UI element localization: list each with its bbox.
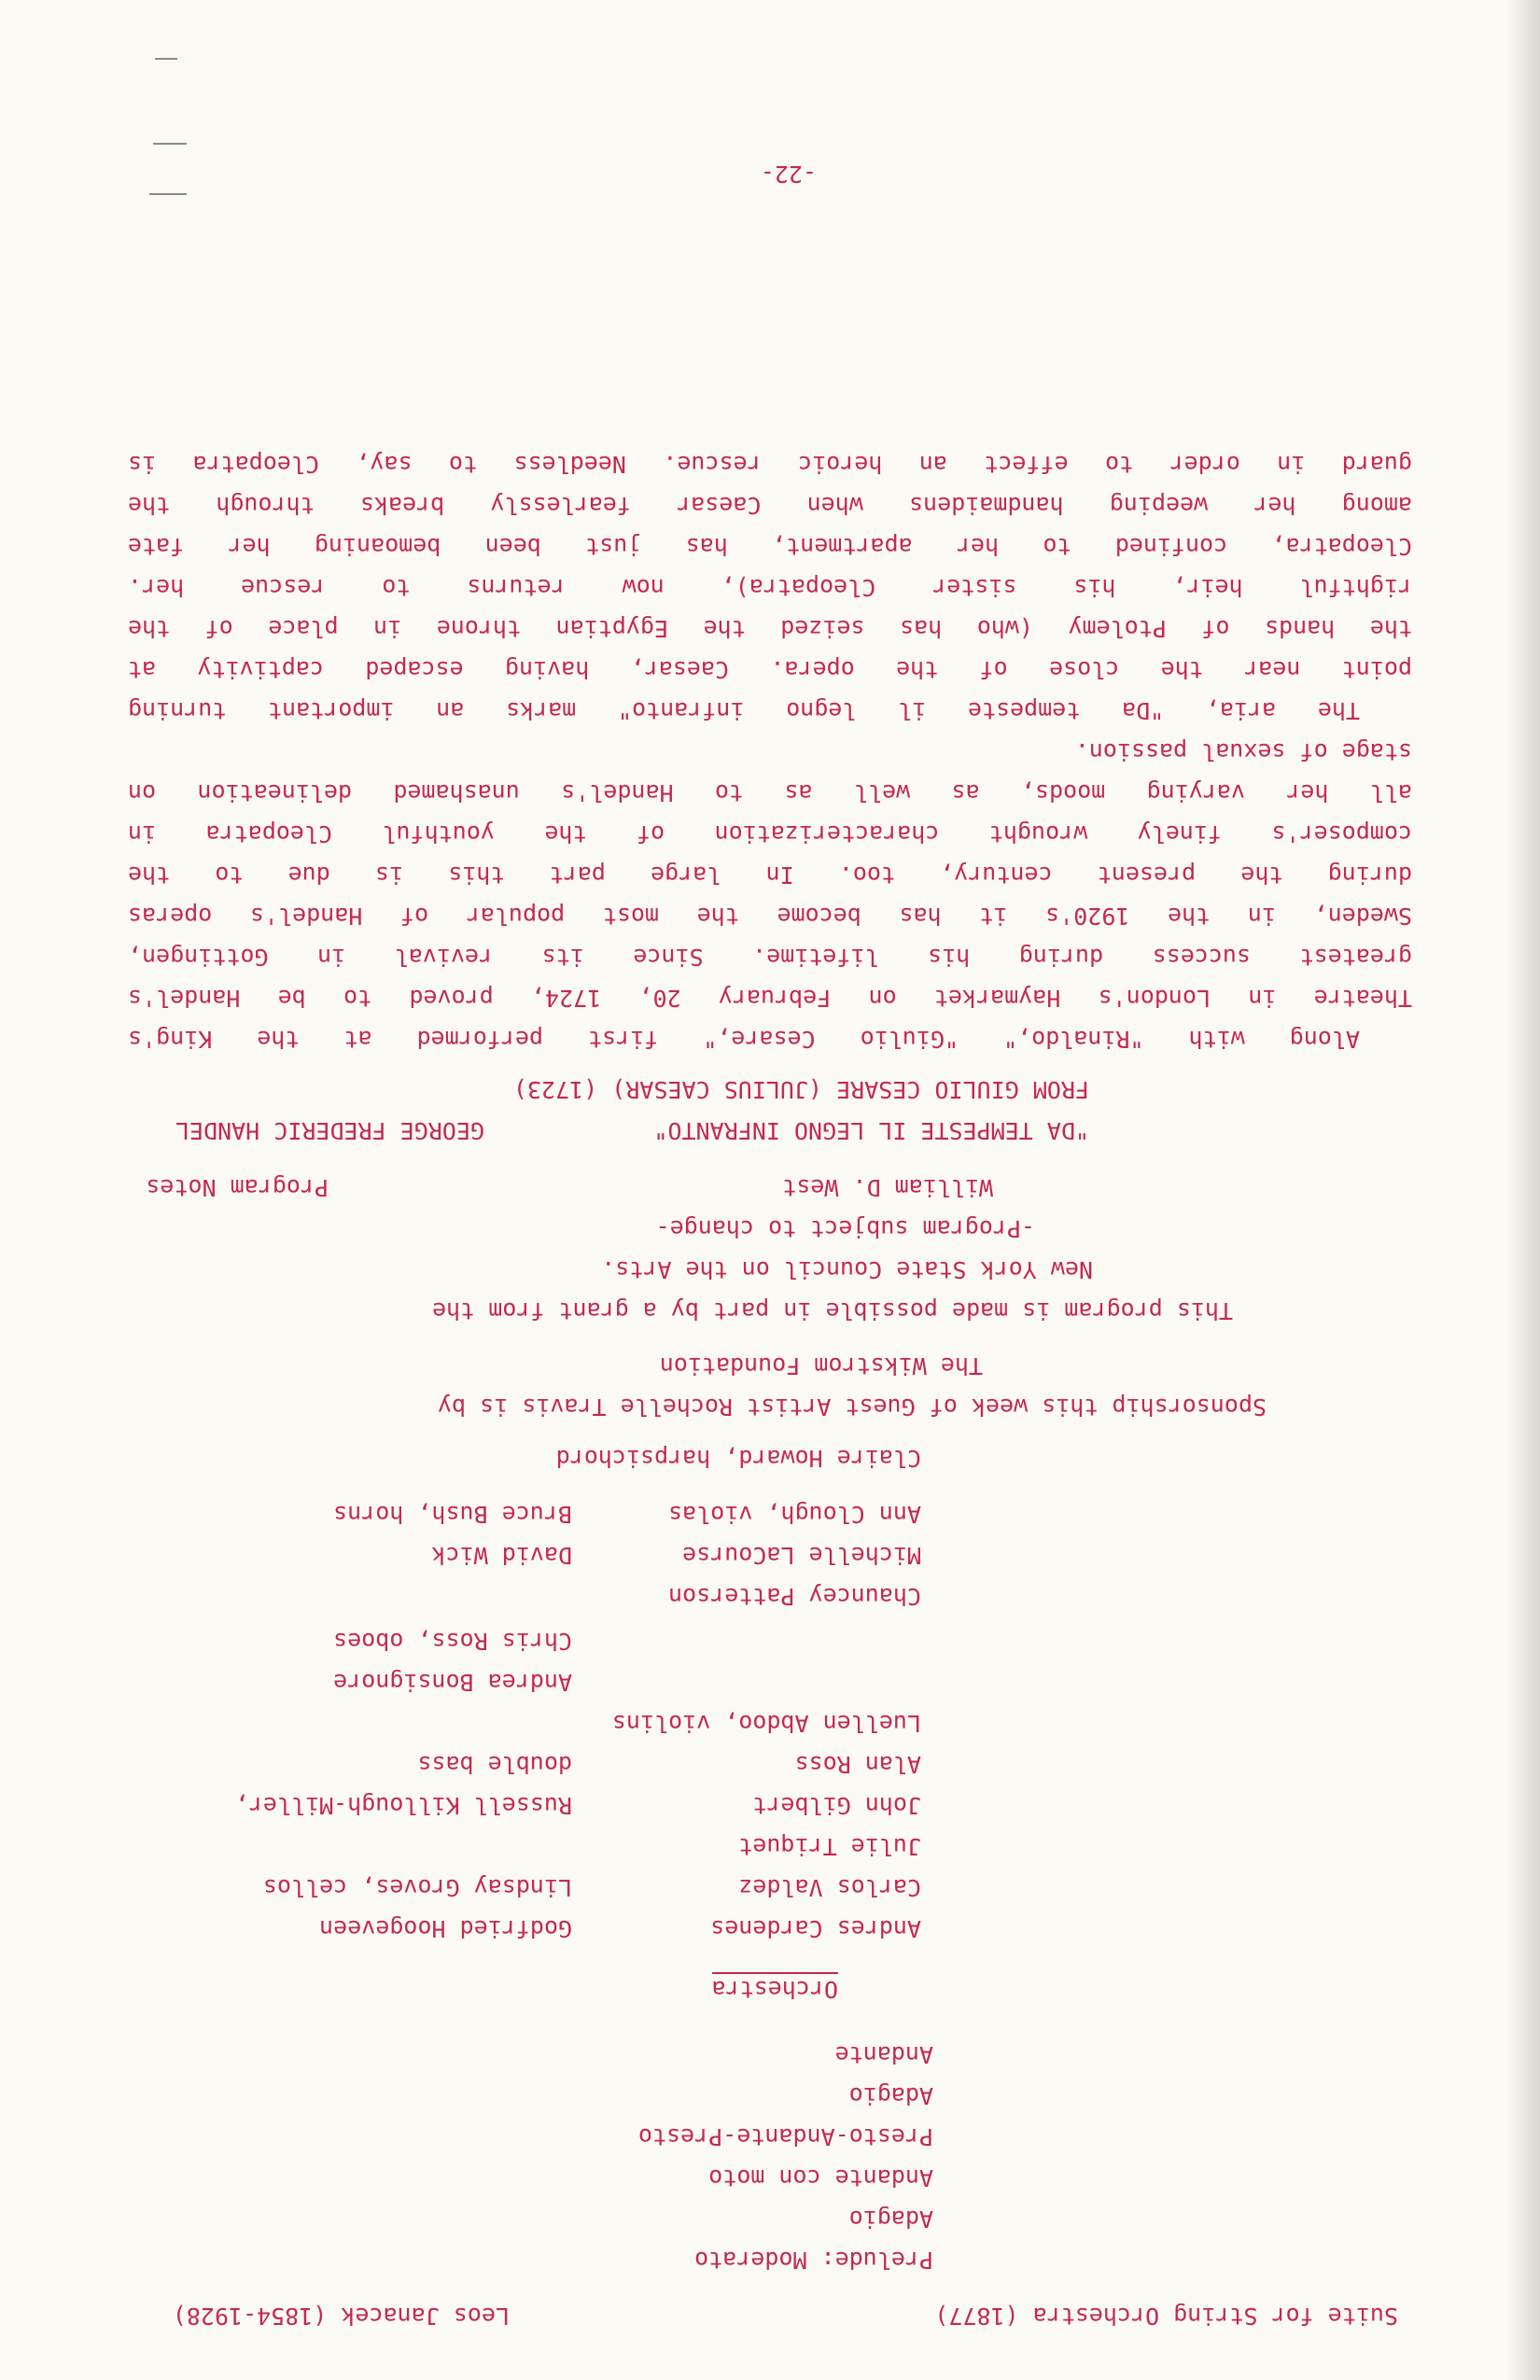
orchestra-left-10: Ann Clough, violas [668, 1501, 921, 1528]
para2-line: The aria, "Da tempeste il legno infranto" marks an important turning [128, 697, 1360, 724]
orchestra-left-8: Chauncey Patterson [668, 1583, 921, 1610]
orchestra-right-1: Lindsay Groves, cellos [262, 1874, 572, 1901]
pencil-dash [153, 143, 187, 145]
para1-line: during the present century, too. In large part this is due to the [128, 861, 1412, 889]
orchestra-left-4: Alan Ross [794, 1751, 921, 1778]
orchestra-right-7: Chris Ross, oboes [333, 1628, 572, 1655]
orchestra-left-12: Claire Howard, harpsichord [555, 1445, 921, 1472]
para1-line: Along with "Rinaldo," "Giulio Cesare," first performed at the King's [128, 1026, 1360, 1053]
movement-2: Adagio [848, 2205, 933, 2233]
orchestra-right-0: Godfried Hoogeveen [319, 1915, 572, 1942]
orchestra-left-3: John Gilbert [752, 1792, 921, 1819]
para1-line: stage of sexual passion. [1074, 738, 1412, 765]
notes-paragraph-2 [128, 443, 1412, 731]
movement-5: Adagio [848, 2082, 933, 2109]
para2-line: among her weeping handmaidens when Caesar fearlessly breaks through the [128, 492, 1412, 519]
movement-1: Prelude: Moderato [694, 2247, 933, 2274]
orchestra-right-3: Russell Killough-Miller, [234, 1792, 572, 1819]
orchestra-left-0: Andres Cardenes [710, 1915, 921, 1942]
orchestra-left-9: Michelle LaCourse [682, 1542, 921, 1569]
pencil-dash [155, 58, 177, 60]
piece-title: "DA TEMPESTE IL LEGNO INFRANTO" [653, 1117, 1089, 1144]
para2-line: the hands of Ptolemy (who has seized the Egyptian throne in place of the [128, 615, 1412, 642]
orchestra-left-2: Julie Triquet [738, 1833, 921, 1860]
para2-line: Cleopatra, confined to her apartment, has just been bemoaning her fate [128, 533, 1412, 560]
grant-line-1: This program is made possible in part by a grant from the [432, 1297, 1233, 1324]
para1-line: Sweden, in the 1920's it has become the most popular of Handel's operas [128, 903, 1412, 930]
program-notes-label: Program Notes [146, 1174, 329, 1201]
para2-line: point near the close of the opera. Caesar, having escaped captivity at [128, 656, 1412, 683]
notes-paragraph-1 [128, 731, 1412, 1059]
para2-line: guard in order to effect an heroic rescue. Needless to say, Cleopatra is [128, 451, 1412, 478]
pencil-dash [149, 193, 187, 195]
movement-3: Andante con moto [708, 2164, 933, 2191]
para1-line: all her varying moods, as well as to Handel's unashamed delineation on [128, 779, 1412, 806]
orchestra-right-9: David Wick [431, 1542, 572, 1569]
suite-composer: Leos Janacek (1854-1928) [172, 2303, 510, 2330]
orchestra-right-10: Bruce Bush, horns [333, 1501, 572, 1528]
program-notes-author: William D. West [782, 1174, 993, 1201]
para1-line: greatest success during his lifetime. Since its revival in Gottingen, [128, 944, 1412, 971]
piece-composer: GEORGE FREDERIC HANDEL [175, 1117, 484, 1144]
orchestra-heading: Orchestra [712, 1968, 838, 2009]
orchestra-left-1: Carlos Valdez [738, 1874, 921, 1901]
suite-title: Suite for String Orchestra (1877) [934, 2303, 1398, 2330]
sponsorship-line-1: Sponsorship this week of Guest Artist Rochelle Travis is by [437, 1393, 1267, 1421]
sponsorship-line-2: The Wikstrom Foundation [659, 1352, 983, 1379]
orchestra-left-5: Luellen Abdoo, violins [611, 1710, 921, 1737]
para1-line: composer's finely wrought characterization of the youthful Cleopatra in [128, 820, 1412, 847]
page-number: -22- [760, 161, 817, 188]
grant-line-2: New York State Council on the Arts. [601, 1256, 1093, 1283]
piece-source: FROM GIULIO CESARE (JULIUS CAESAR) (1723) [512, 1076, 1089, 1103]
orchestra-right-4: double bass [417, 1751, 572, 1778]
movement-6: Andante [834, 2041, 933, 2068]
orchestra-right-6: Andrea Bonsignore [333, 1669, 572, 1696]
movement-4: Presto-Andante-Presto [637, 2123, 933, 2150]
program-subject-to-change: -Program subject to change- [655, 1215, 1035, 1242]
para2-line: rightful heir, his sister Cleopatra), now returns to rescue her. [128, 574, 1412, 601]
para1-line: Theatre in London's Haymarket on February 20, 1724, proved to be Handel's [128, 985, 1412, 1012]
